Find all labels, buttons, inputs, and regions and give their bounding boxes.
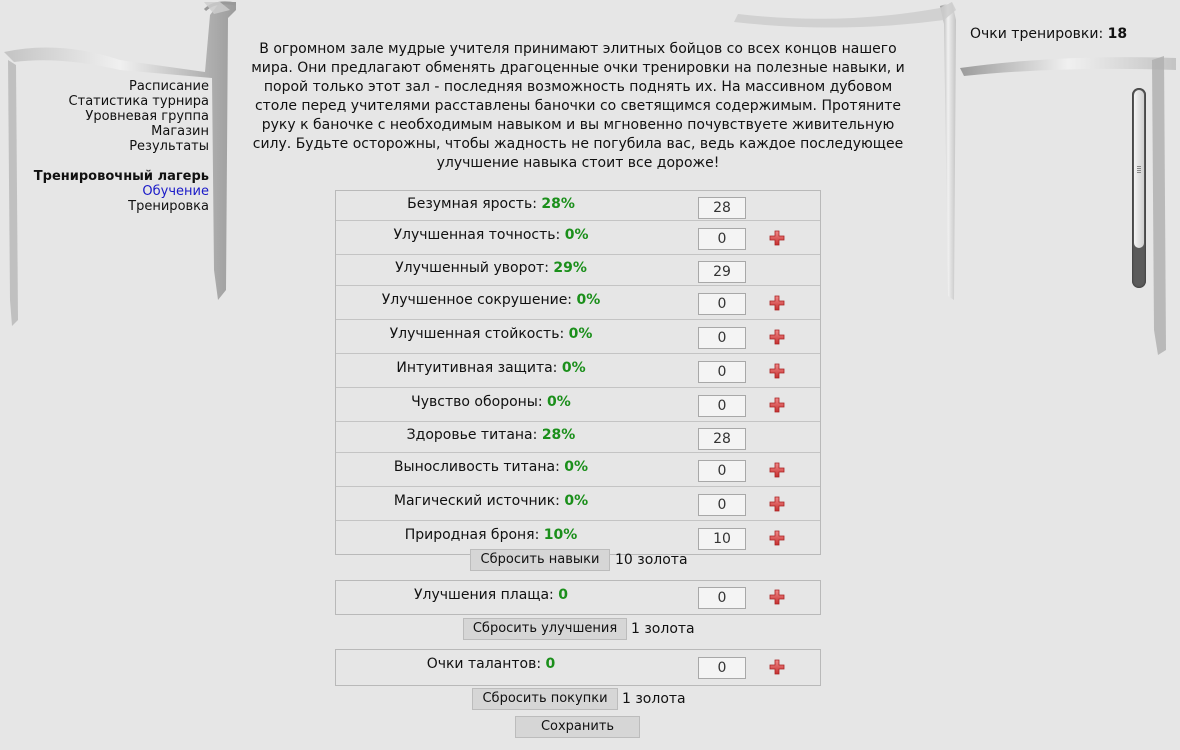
menu-item-shop[interactable]: Магазин (151, 124, 209, 139)
menu-section-title: Тренировочный лагерь (33, 169, 209, 184)
skill-row (336, 221, 820, 255)
talents-table (335, 649, 821, 686)
skill-label (336, 360, 646, 376)
training-points-label: Очки тренировки: (970, 26, 1104, 42)
skill-percent: 28% (541, 196, 575, 212)
stone-frame-center-right (730, 0, 960, 40)
skill-row (336, 191, 820, 221)
skill-row (336, 255, 820, 286)
training-points-value: 18 (1107, 26, 1128, 42)
skill-name: Улучшенное сокрушение: (381, 292, 573, 308)
skill-input[interactable]: 10 (698, 528, 746, 550)
skill-percent: 0% (576, 292, 601, 308)
menu-item-tournament-stats[interactable]: Статистика турнира (68, 94, 209, 109)
skill-name: Чувство обороны: (411, 394, 543, 410)
skill-label (336, 459, 646, 475)
skill-label (336, 527, 646, 543)
skill-name: Природная броня: (404, 527, 540, 543)
skill-plus-icon[interactable] (769, 329, 785, 345)
skill-percent: 0% (564, 459, 589, 475)
skill-row (336, 320, 820, 354)
training-points (970, 26, 1127, 42)
scrollbar[interactable] (1132, 88, 1146, 288)
reset-skills-button[interactable]: Сбросить навыки (470, 549, 610, 571)
cloak-label: Улучшения плаща: 0 (414, 587, 568, 603)
skill-plus-icon[interactable] (769, 530, 785, 546)
menu-item-schedule[interactable]: Расписание (129, 79, 209, 94)
menu-item-results[interactable]: Результаты (129, 139, 209, 154)
reset-purchases-button[interactable]: Сбросить покупки (472, 688, 618, 710)
skill-input[interactable]: 29 (698, 261, 746, 283)
skill-row (336, 453, 820, 487)
skill-plus-icon[interactable] (769, 462, 785, 478)
skill-name: Магический источник: (393, 493, 560, 509)
skill-plus-icon[interactable] (769, 363, 785, 379)
skill-plus-icon[interactable] (769, 397, 785, 413)
talents-value-text: 0 (545, 656, 556, 672)
skill-label (336, 394, 646, 410)
skill-label (336, 196, 646, 212)
reset-skills-cost: 10 золота (615, 552, 688, 568)
skill-name: Улучшенная стойкость: (389, 326, 565, 342)
skill-input[interactable]: 28 (698, 197, 746, 219)
cloak-plus-icon[interactable] (769, 589, 785, 605)
skill-name: Улучшенная точность: (393, 227, 561, 243)
skill-input[interactable]: 0 (698, 460, 746, 482)
reset-upgrades-cost: 1 золота (631, 621, 695, 637)
skill-name: Безумная ярость: (407, 196, 537, 212)
cloak-input[interactable]: 0 (698, 587, 746, 609)
skill-plus-icon[interactable] (769, 496, 785, 512)
left-menu (10, 79, 209, 214)
menu-item-training-learning[interactable]: Обучение (142, 184, 209, 199)
skill-input[interactable]: 0 (698, 361, 746, 383)
scrollbar-thumb[interactable] (1134, 90, 1144, 248)
skill-percent: 0% (568, 326, 593, 342)
skill-input[interactable]: 0 (698, 293, 746, 315)
skill-label (336, 493, 646, 509)
menu-item-level-group[interactable]: Уровневая группа (85, 109, 209, 124)
skill-label (336, 292, 646, 308)
skill-input[interactable]: 28 (698, 428, 746, 450)
skill-percent: 0% (564, 493, 589, 509)
skill-input[interactable]: 0 (698, 327, 746, 349)
skill-input[interactable]: 0 (698, 395, 746, 417)
skill-input[interactable]: 0 (698, 228, 746, 250)
skill-name: Улучшенный уворот: (395, 260, 549, 276)
cloak-row (336, 581, 820, 614)
stone-frame-center-left (200, 0, 260, 40)
intro-text: В огромном зале мудрые учителя принимают элитных бойцов со всех концов нашего мира. Они предлагают обменять драгоценные очки тренировки на полезные навыки, и порой только этот зал - последняя возможность поднять их. На массивном дубовом столе перед учителями расставлены баночки со светящимся содержимым. Протяните руку к баночке с необходимым навыком и вы мгновенно почувствуете живительную силу. Будьте осторожны, чтобы жадность не погубила вас, ведь каждое последующее улучшение навыка стоит все дороже! (251, 41, 905, 171)
menu-item-training[interactable]: Тренировка (128, 199, 209, 214)
skill-row (336, 388, 820, 422)
skill-row (336, 354, 820, 388)
talents-label: Очки талантов: 0 (426, 656, 556, 672)
reset-upgrades-button[interactable]: Сбросить улучшения (463, 618, 627, 640)
skill-input[interactable]: 0 (698, 494, 746, 516)
save-button[interactable]: Сохранить (515, 716, 640, 738)
skills-table (335, 190, 821, 555)
skill-row (336, 422, 820, 453)
skill-plus-icon[interactable] (769, 295, 785, 311)
skill-label (336, 427, 646, 443)
skill-percent: 0% (561, 360, 586, 376)
skill-percent: 0% (564, 227, 589, 243)
talents-input[interactable]: 0 (698, 657, 746, 679)
reset-purchases-cost: 1 золота (622, 691, 686, 707)
skill-label (336, 326, 646, 342)
talents-plus-icon[interactable] (769, 659, 785, 675)
skill-row (336, 286, 820, 320)
talents-row (336, 650, 820, 685)
cloak-table (335, 580, 821, 615)
skill-label (336, 227, 646, 243)
skill-plus-icon[interactable] (769, 230, 785, 246)
cloak-value-text: 0 (558, 587, 568, 603)
skill-name: Выносливость титана: (393, 459, 560, 475)
skill-label (336, 260, 646, 276)
skill-percent: 29% (553, 260, 587, 276)
skill-percent: 10% (543, 527, 578, 543)
skill-name: Интуитивная защита: (396, 360, 558, 376)
skill-percent: 28% (541, 427, 576, 443)
skill-row (336, 487, 820, 521)
skill-percent: 0% (547, 394, 571, 410)
skill-name: Здоровье титана: (406, 427, 538, 443)
